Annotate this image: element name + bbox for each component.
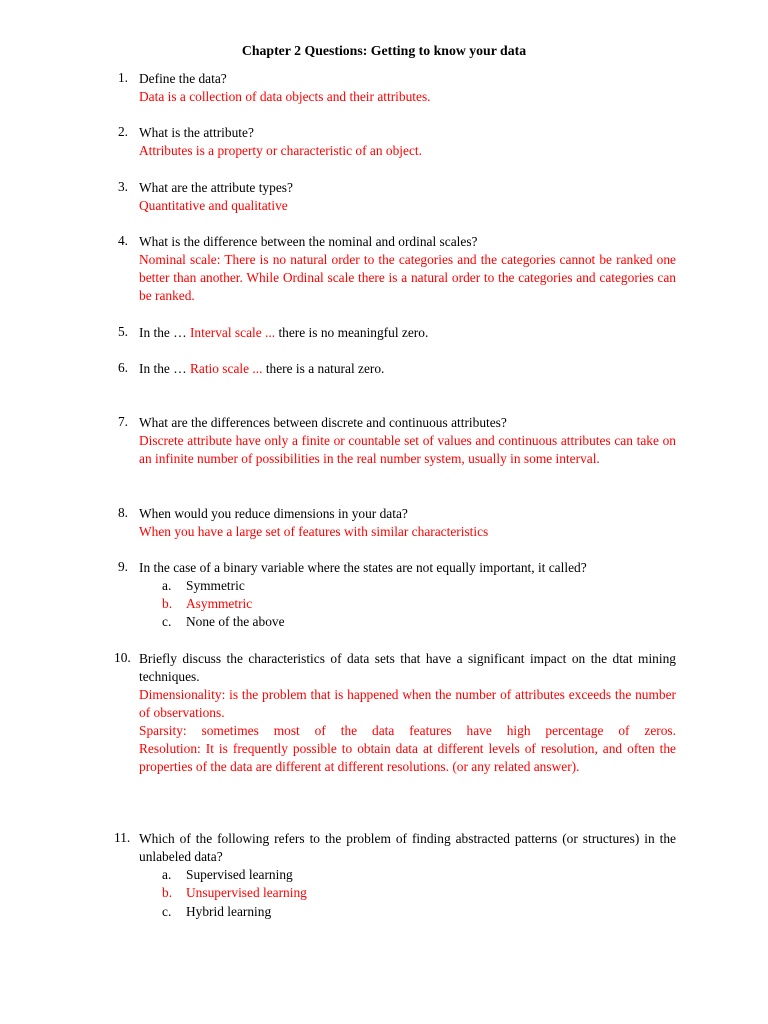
option-text: None of the above xyxy=(186,614,285,629)
question-prefix: In the … xyxy=(139,361,190,376)
question-suffix: there is no meaningful zero. xyxy=(275,325,429,340)
option-text-correct: Asymmetric xyxy=(186,596,253,611)
question-number: 7. xyxy=(117,414,128,429)
question-number: 6. xyxy=(117,360,128,375)
question-number: 10. xyxy=(114,650,131,665)
question-text: What are the attribute types? xyxy=(139,180,293,195)
question-text xyxy=(139,360,676,378)
question-text: What is the attribute? xyxy=(139,125,254,140)
fill-in-answer: Interval scale ... xyxy=(189,325,276,340)
answer-text: Quantitative and qualitative xyxy=(139,198,288,213)
question-number: 8. xyxy=(117,505,128,520)
option-letter: c. xyxy=(162,614,172,629)
question-text: What are the differences between discrete and continuous attributes? xyxy=(139,415,507,430)
question-number: 2. xyxy=(117,124,128,139)
answer-text: Data is a collection of data objects and their attributes. xyxy=(139,89,431,104)
fill-in-answer: Ratio scale ... xyxy=(189,361,263,376)
question-number: 1. xyxy=(117,70,128,85)
option-letter: a. xyxy=(162,578,172,593)
question-number: 9. xyxy=(117,559,128,574)
option-text-correct: Unsupervised learning xyxy=(186,885,307,900)
question-prefix: In the … xyxy=(139,325,190,340)
option-letter: b. xyxy=(162,885,173,900)
answer-resolution: Resolution: It is frequently possible to obtain data at different levels of resolution, and often the properties of the data are different at different resolutions. (or any related answer). xyxy=(139,741,676,775)
answer-text: When you have a large set of features with similar characteristics xyxy=(139,524,489,539)
question-text: Briefly discuss the characteristics of data sets that have a significant impact on the dtat mining techniques. xyxy=(139,651,676,685)
question-number: 4. xyxy=(117,233,128,248)
answer-text: Discrete attribute have only a finite or countable set of values and continuous attributes can take on an infinite number of possibilities in the real number system, usually in some interval. xyxy=(139,433,676,467)
question-text xyxy=(139,324,676,342)
answer-sparsity: Sparsity: sometimes most of the data features have high percentage of zeros. xyxy=(139,723,676,738)
answer-text: Attributes is a property or characteristic of an object. xyxy=(139,143,422,158)
question-text: In the case of a binary variable where the states are not equally important, it called? xyxy=(139,560,587,575)
option-text: Supervised learning xyxy=(186,867,293,882)
option-letter: b. xyxy=(162,596,173,611)
question-text: Define the data? xyxy=(139,71,227,86)
question-suffix: there is a natural zero. xyxy=(262,361,385,376)
option-text: Symmetric xyxy=(186,578,245,593)
option-letter: a. xyxy=(162,867,172,882)
question-text: Which of the following refers to the problem of finding abstracted patterns (or structures) in the unlabeled data? xyxy=(139,831,676,865)
question-text: When would you reduce dimensions in your data? xyxy=(139,506,408,521)
question-text: What is the difference between the nominal and ordinal scales? xyxy=(139,234,478,249)
page-title: Chapter 2 Questions: Getting to know your data xyxy=(241,43,527,58)
answer-dimensionality: Dimensionality: is the problem that is happened when the number of attributes exceeds the number of observations. xyxy=(139,687,676,721)
option-text: Hybrid learning xyxy=(186,904,272,919)
option-letter: c. xyxy=(162,904,172,919)
answer-text: Nominal scale: There is no natural order to the categories and the categories cannot be ranked one better than another. While Ordinal scale there is a natural order to the categories and categories can be ranked. xyxy=(139,252,676,304)
question-number: 3. xyxy=(117,179,128,194)
question-number: 5. xyxy=(117,324,128,339)
question-number: 11. xyxy=(114,830,131,845)
